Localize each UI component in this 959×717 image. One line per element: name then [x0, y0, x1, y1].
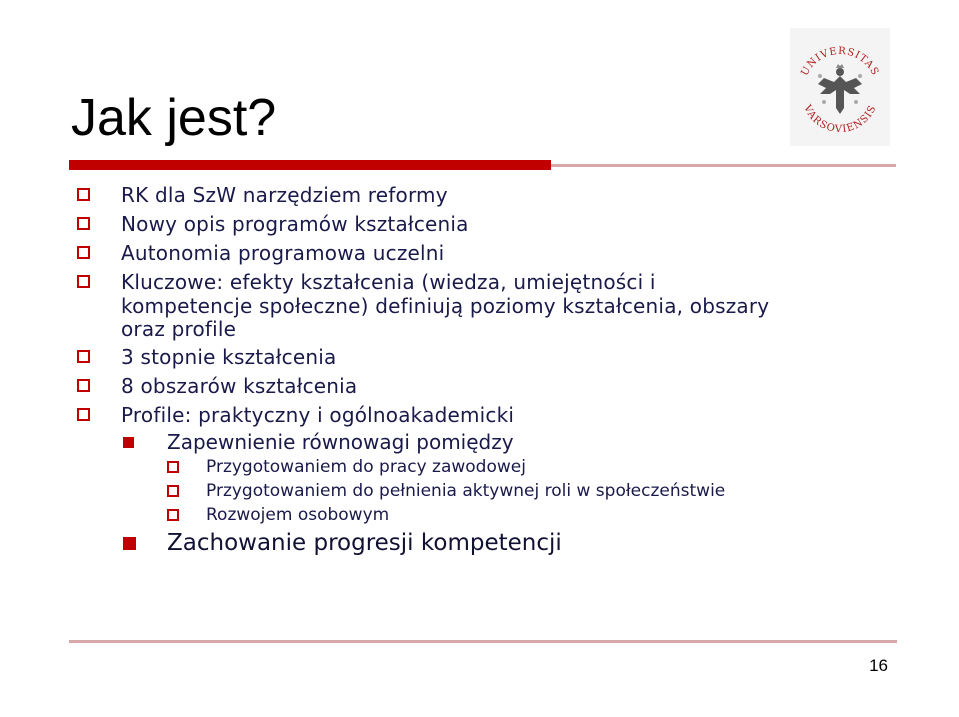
- hollow-square-bullet-icon: [77, 408, 90, 421]
- filled-square-bullet-icon: [123, 437, 134, 448]
- bullet-item-line: Kluczowe: efekty kształcenia (wiedza, umiejętności i: [121, 270, 656, 294]
- logo-text-bottom: VARSOVIENSIS: [801, 103, 879, 136]
- bullet-item-line: kompetencje społeczne) definiują poziomy kształcenia, obszary: [121, 294, 770, 318]
- university-logo: [790, 28, 890, 146]
- hollow-square-bullet-icon: [77, 246, 90, 259]
- page-number: 16: [869, 656, 888, 675]
- title-accent-bar: [69, 160, 551, 170]
- bullet-item-line: oraz profile: [121, 317, 237, 341]
- filled-square-bullet-icon: [123, 537, 136, 550]
- hollow-square-bullet-icon: [77, 350, 90, 363]
- bullet-item: Profile: praktyczny i ogólnoakademicki: [121, 403, 515, 427]
- university-of-warsaw-eagle-seal-icon: [790, 28, 890, 146]
- bullet-item: RK dla SzW narzędziem reformy: [121, 183, 448, 207]
- logo-text-top: UNIVERSITAS: [799, 45, 881, 78]
- sub-bullet-item: Zachowanie progresji kompetencji: [167, 530, 562, 556]
- footer-divider: [69, 640, 897, 643]
- hollow-square-bullet-icon: [77, 217, 90, 230]
- hollow-square-bullet-icon: [167, 509, 179, 521]
- sub-sub-bullet-item: Rozwojem osobowym: [206, 505, 390, 525]
- hollow-square-bullet-icon: [77, 379, 90, 392]
- hollow-square-bullet-icon: [77, 188, 90, 201]
- bullet-item: Nowy opis programów kształcenia: [121, 212, 469, 236]
- bullet-item: Autonomia programowa uczelni: [121, 241, 445, 265]
- bullet-item: 3 stopnie kształcenia: [121, 345, 337, 369]
- sub-bullet-item: Zapewnienie równowagi pomiędzy: [167, 430, 514, 454]
- bullet-item: 8 obszarów kształcenia: [121, 374, 358, 398]
- slide-title: Jak jest?: [71, 89, 277, 147]
- hollow-square-bullet-icon: [167, 461, 179, 473]
- sub-sub-bullet-item: Przygotowaniem do pełnienia aktywnej roli w społeczeństwie: [206, 481, 726, 501]
- hollow-square-bullet-icon: [167, 485, 179, 497]
- hollow-square-bullet-icon: [77, 275, 90, 288]
- sub-sub-bullet-item: Przygotowaniem do pracy zawodowej: [206, 457, 526, 477]
